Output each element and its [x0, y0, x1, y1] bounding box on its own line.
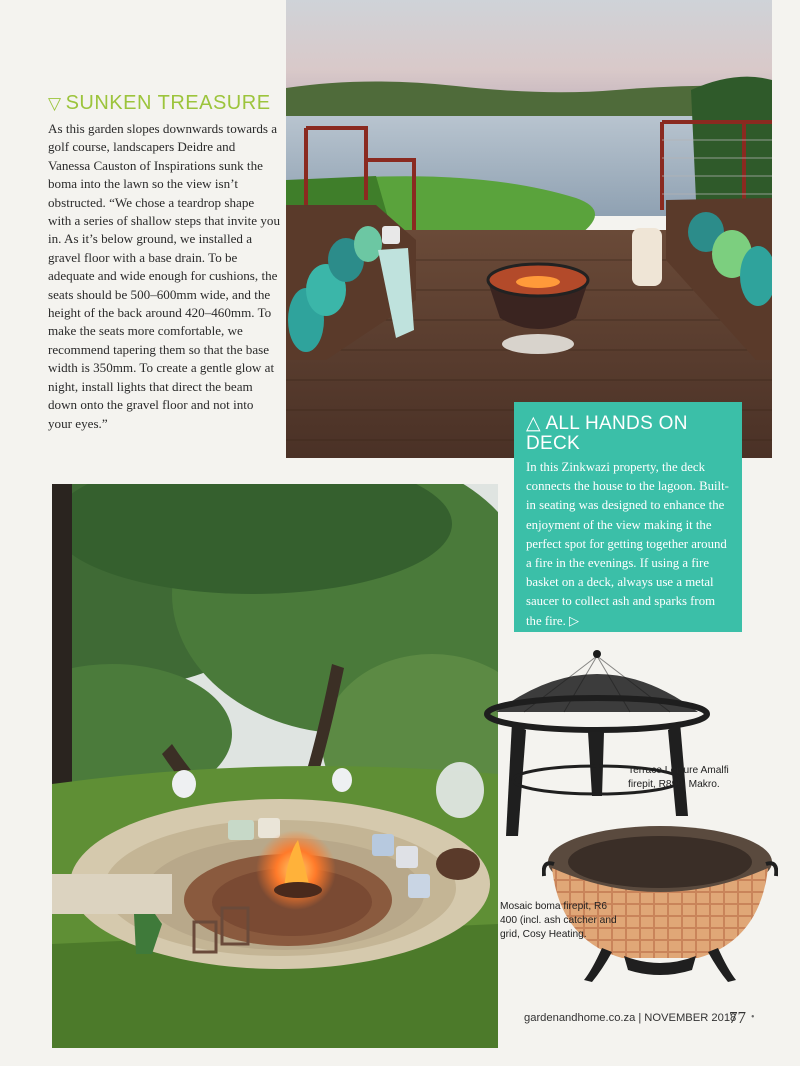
- sunken-treasure-body: [48, 120, 280, 433]
- deck-heading-text: ALL HANDS ON DECK: [526, 413, 688, 454]
- footer-site: gardenandhome.co.za: [524, 1012, 636, 1024]
- sunken-heading-text: SUNKEN TREASURE: [65, 92, 271, 114]
- footer-dot: •: [751, 1012, 755, 1023]
- deck-body-text: In this Zinkwazi property, the deck connects the house to the lagoon. Built-in seating was designed to enhance the enjoyment of the view making it the perfect spot for getting together around a fire in the evenings. If using a fire basket on a deck, always use a metal saucer to collect ash and sparks from the fire.: [526, 460, 729, 628]
- page-footer: [524, 1012, 736, 1024]
- amalfi-caption-text: Terrace Leisure Amalfi firepit, R899, Makro.: [628, 765, 729, 790]
- sunken-boma-photo: [52, 484, 498, 1048]
- triangle-down-icon: ▽: [48, 94, 62, 113]
- footer-issue: NOVEMBER 2018: [644, 1012, 737, 1024]
- footer-separator: |: [638, 1012, 642, 1024]
- amalfi-firepit-caption: [628, 764, 758, 792]
- deck-heading: [526, 414, 730, 454]
- mosaic-caption-text: Mosaic boma firepit, R6 400 (incl. ash catcher and grid, Cosy Heating.: [500, 901, 617, 940]
- mosaic-firepit-caption: [500, 900, 624, 942]
- sunken-treasure-heading: [48, 92, 271, 115]
- triangle-right-icon: ▷: [569, 613, 579, 628]
- deck-photo: [286, 0, 772, 458]
- deck-body: [526, 458, 730, 631]
- sunken-body-text: As this garden slopes downwards towards a golf course, landscapers Deidre and Vanessa Causton of Inspirations sunk the boma into the lawn so the view isn’t obstructed. “We chose a teardrop shape with a series of shallow steps that invite you in. As it’s below ground, we installed a gravel floor with a base drain. To be adequate and wide enough for cushions, the seats should be 500–600mm wide, and the height of the back around 420–460mm. To make the seats more comfortable, we recommend tapering them so that the base width is 350mm. To create a gentle glow at night, install lights that direct the beam down onto the gravel floor and not into your eyes.”: [48, 121, 281, 431]
- amalfi-firepit-image: [484, 646, 710, 846]
- triangle-up-icon: △: [526, 413, 541, 434]
- all-hands-on-deck-box: [514, 402, 742, 632]
- page-number: 77: [729, 1008, 746, 1027]
